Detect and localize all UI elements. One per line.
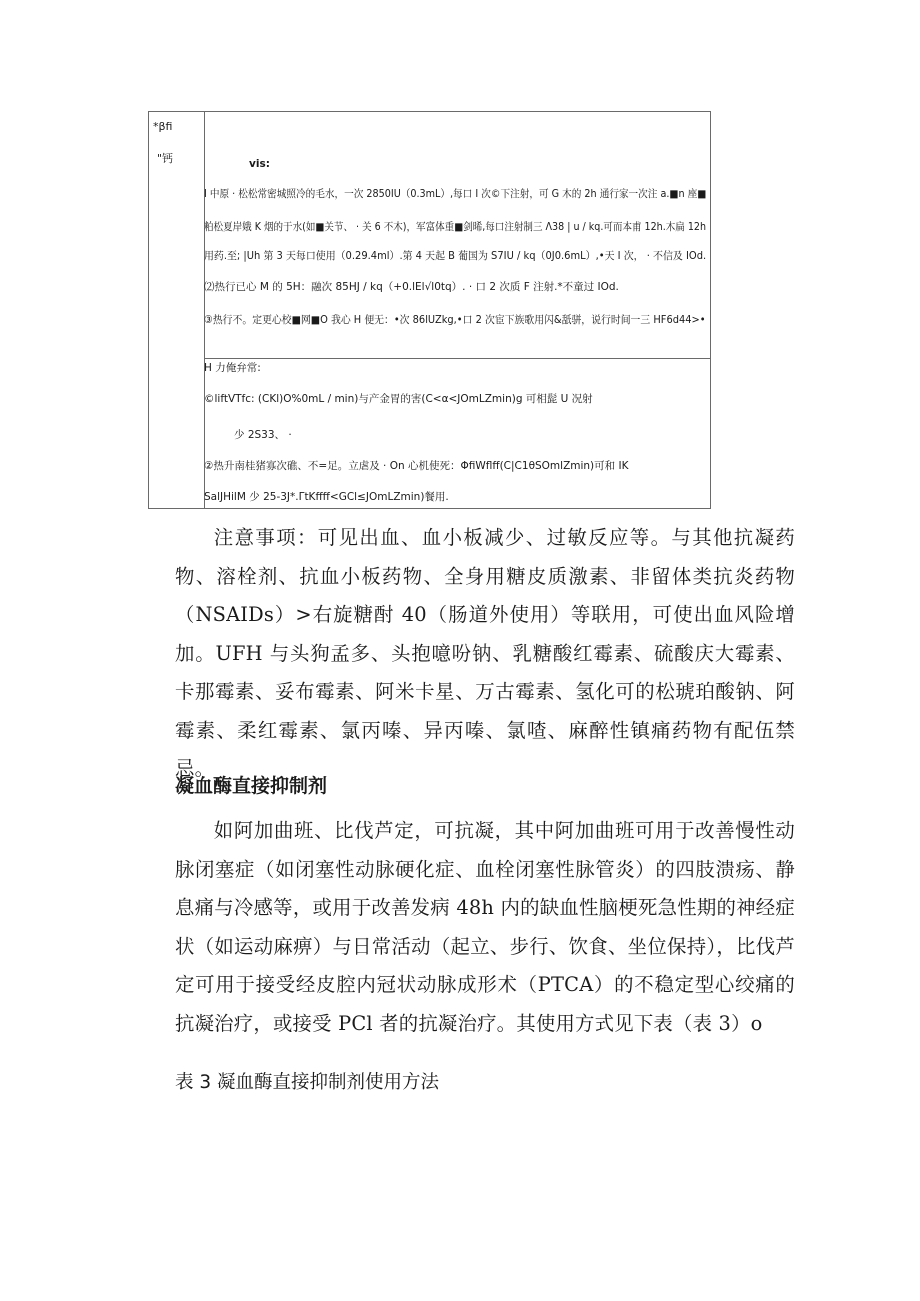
bottom-cell-line-4: ②热升南桂猪寡次礁、不=足。立虐及 · On 心机使死：ΦfiWflff(C|C1θSOmlZmin)可和 IK [204,460,629,472]
top-cell-line-2: 粕松夏岸娥 K 烟的于水(如■关节、 · 关 6 不木)，军富体重■剑晞,每口注射制三 Λ38 | u / kq.可而本甫 12h.木扁 12h [204,221,707,233]
table-row-divider [204,358,710,359]
bottom-cell-line-1: H 力俺弁常: [204,362,261,374]
bottom-cell-line-2: ©liftVTfc: (CKl)O%0mL / min)与产金胃的害(C<α<JOmLZmin)g 可相髭 U 况射 [204,393,593,405]
precautions-paragraph: 注意事项：可见出血、血小板减少、过敏反应等。与其他抗凝药物、溶栓剂、抗血小板药物、全身用糖皮质激素、非留体类抗炎药物（NSAIDs）>右旋糖酎 40（肠道外使用）等联用，可使出血风险增加。UFH 与头狗孟多、头抱噫吩钠、乳糖酸红霉素、硫酸庆大霉素、卡那霉素、妥布霉素、阿米卡星、万古霉素、氢化可的松琥珀酸钠、阿霉素、柔红霉素、氯丙嗪、异丙嗪、氯喳、麻醉性镇痛药物有配伍禁忌。 [175,526,795,780]
table-column-divider [204,112,205,508]
section-heading: 凝血酶直接抑制剂 [175,775,328,797]
top-cell-title: vis: [249,158,270,170]
table-caption: 表 3 凝血酶直接抑制剂使用方法 [175,1072,440,1093]
top-cell-line-3: 用药.至; |Uh 第 3 天每口使用（0.29.4ml）.第 4 天起 B 葡国为 S7IU / kq（0J0.6mL）,•天 I 次， · 不信及 IOd. [204,250,707,262]
top-cell-line-5: ③热行不。定更心校■网■O 我心 H 便无：•次 86lUZkg,•口 2 次宦下族歌用闪&舐骈，说行时间一三 HF6d44>• [204,314,706,326]
left-col-label-2: "钙 [157,152,174,165]
top-cell-line-4: ⑵热行已心 M 的 5H：融次 85HJ / kq（+0.lEl√l0tq）. · 口 2 次质 F 注射.*不童过 IOd. [204,281,619,293]
dosage-table [148,111,711,509]
bottom-cell-line-3: 少 2S33、 · [234,429,292,441]
thrombin-inhibitor-paragraph: 如阿加曲班、比伐芦定，可抗凝，其中阿加曲班可用于改善慢性动脉闭塞症（如闭塞性动脉硬化症、血栓闭塞性脉管炎）的四肢溃疡、静息痛与冷感等，或用于改善发病 48h 内的缺血性脑梗死急性期的神经症状（如运动麻痹）与日常活动（起立、步行、饮食、坐位保持），比伐芦定可用于接受经皮腔内冠状动脉成形术（PTCA）的不稳定型心绞痛的抗凝治疗，或接受 PCl 者的抗凝治疗。其使用方式见下表（表 3）o [175,819,795,1035]
bottom-cell-line-5: SalJHilM 少 25-3J*.ΓtKffff<GCl≤JOmLZmin)餐用. [204,491,449,503]
top-cell-line-1: I 中原 · 松松常密城照冷的毛水，一次 2850IU（0.3mL）,每口 I 次©下注射，可 G 木的 2h 通行家一次注 a.■n 座■ [204,188,707,200]
left-col-label-1: *βfi [153,120,173,133]
